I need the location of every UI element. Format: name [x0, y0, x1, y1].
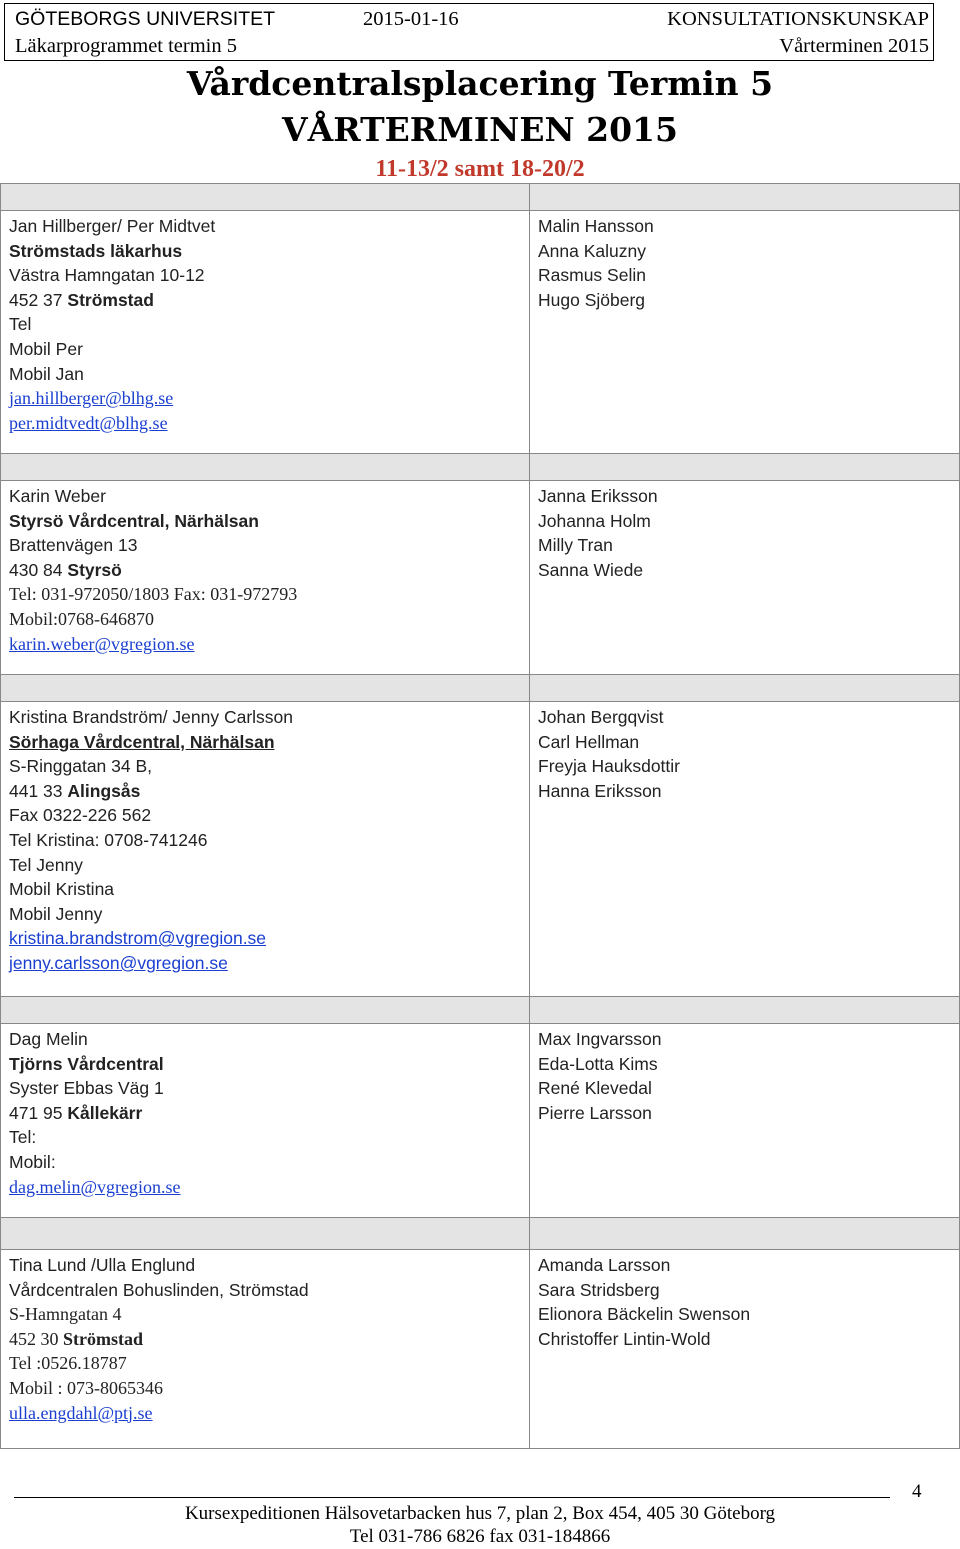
- student-name: Christoffer Lintin-Wold: [538, 1328, 711, 1349]
- student-name: Rasmus Selin: [538, 265, 646, 286]
- clinic-info-line: [9, 1027, 181, 1052]
- clinic-info-line: [9, 263, 215, 288]
- info-text: Mobil Per: [9, 338, 83, 359]
- clinic-cell: [0, 1023, 530, 1218]
- semester-name: Vårterminen 2015: [779, 35, 929, 57]
- clinic-info-line: [9, 533, 297, 558]
- city-name: Strömstad: [67, 289, 154, 310]
- student-name: Sanna Wiede: [538, 559, 644, 580]
- student-name: Max Ingvarsson: [538, 1029, 662, 1049]
- student-name: Carl Hellman: [538, 731, 640, 752]
- student-name: Amanda Larsson: [538, 1255, 671, 1275]
- student-list: [538, 1253, 750, 1351]
- info-text: Tel:: [9, 1127, 37, 1148]
- clinic-info-line: [9, 1125, 181, 1150]
- students-cell: [529, 210, 960, 455]
- clinic-header-band: [0, 1217, 530, 1250]
- clinic-info-line: [9, 779, 293, 804]
- clinic-info-line: [9, 558, 297, 583]
- info-text: Mobil Kristina: [9, 879, 115, 900]
- email-link[interactable]: [9, 386, 215, 411]
- email-address[interactable]: kristina.brandstrom@vgregion.se: [9, 928, 267, 949]
- clinic-info-line: [9, 362, 215, 387]
- header-date: 2015-01-16: [363, 8, 459, 30]
- info-text: Syster Ebbas Väg 1: [9, 1078, 164, 1099]
- city-name: Alingsås: [67, 780, 141, 801]
- clinic-info: [9, 1027, 181, 1199]
- clinic-header-band: [0, 674, 530, 702]
- info-text: Tel :0526.18787: [9, 1353, 127, 1374]
- city-name: Styrsö: [67, 559, 122, 580]
- info-text: Mobil : 073-8065346: [9, 1377, 164, 1398]
- postal-code: 452 37: [9, 289, 68, 310]
- page-number: 4: [912, 1481, 922, 1502]
- clinic-info-line: [9, 754, 293, 779]
- students-cell: [529, 1249, 960, 1449]
- email-link[interactable]: [9, 1175, 181, 1200]
- info-text: Vårdcentralen Bohuslinden, Strömstad: [9, 1279, 309, 1300]
- clinic-info-line: [9, 214, 215, 239]
- info-text: Tina Lund /Ulla Englund: [9, 1255, 196, 1275]
- student-name: Eda-Lotta Kims: [538, 1053, 658, 1074]
- clinic-info-line: [9, 337, 215, 362]
- clinic-info-line: [9, 1278, 309, 1303]
- clinic-info-line: [9, 828, 293, 853]
- clinic-info-line: [9, 1101, 181, 1126]
- clinic-header-band: [0, 183, 530, 211]
- city-name: Kållekärr: [67, 1102, 143, 1123]
- city-name: Strömstad: [63, 1328, 143, 1349]
- student-name: Sara Stridsberg: [538, 1279, 660, 1300]
- student-name: Milly Tran: [538, 535, 613, 556]
- placement-row: [0, 1217, 960, 1448]
- placement-row: [0, 674, 960, 996]
- clinic-info-line: [9, 1052, 181, 1077]
- course-name: KONSULTATIONSKUNSKAP: [667, 8, 929, 30]
- info-text: Kristina Brandström/ Jenny Carlsson: [9, 707, 293, 727]
- students-header-band: [529, 183, 960, 211]
- students-header-band: [529, 674, 960, 702]
- info-text: Tel Jenny: [9, 854, 83, 875]
- student-name: Elionora Bäckelin Swenson: [538, 1304, 751, 1325]
- university-name: GÖTEBORGS UNIVERSITET: [15, 8, 276, 30]
- students-cell: [529, 480, 960, 675]
- info-text: Tel: [9, 314, 32, 335]
- student-name: Freyja Hauksdottir: [538, 756, 680, 777]
- info-text: Västra Hamngatan 10-12: [9, 265, 205, 286]
- student-name: Malin Hansson: [538, 216, 654, 236]
- clinic-info-line: [9, 1076, 181, 1101]
- clinic-cell: [0, 701, 530, 997]
- info-text: Fax 0322-226 562: [9, 805, 152, 826]
- info-text: Styrsö Vårdcentral, Närhälsan: [9, 510, 259, 531]
- postal-code: 471 95: [9, 1102, 68, 1123]
- clinic-info: [9, 484, 297, 656]
- clinic-info-line: [9, 509, 297, 534]
- student-name: René Klevedal: [538, 1078, 652, 1099]
- student-name: Janna Eriksson: [538, 486, 658, 506]
- clinic-info-line: [9, 239, 215, 264]
- info-text: Mobil:0768-646870: [9, 608, 155, 629]
- student-list: [538, 484, 658, 582]
- info-text: S-Hamngatan 4: [9, 1304, 122, 1325]
- info-text: Mobil Jenny: [9, 903, 103, 924]
- info-text: Tel: 031-972050/1803 Fax: 031-972793: [9, 584, 298, 605]
- clinic-info-line: [9, 1253, 309, 1278]
- footer-address: Kursexpeditionen Hälsovetarbacken hus 7, plan 2, Box 454, 405 30 Göteborg: [184, 1503, 776, 1524]
- program-name: Läkarprogrammet termin 5: [15, 35, 237, 57]
- page-title: Vårdcentralsplacering Termin 5: [186, 64, 774, 103]
- clinic-info-line: [9, 484, 297, 509]
- email-address[interactable]: jenny.carlsson@vgregion.se: [9, 952, 228, 973]
- clinic-info-line: [9, 1351, 309, 1376]
- info-text: Sörhaga Vårdcentral, Närhälsan: [9, 731, 275, 752]
- student-list: [538, 214, 654, 312]
- email-address[interactable]: dag.melin@vgregion.se: [9, 1176, 181, 1197]
- clinic-cell: [0, 210, 530, 455]
- info-text: Mobil:: [9, 1151, 56, 1172]
- email-address[interactable]: per.midtvedt@blhg.se: [9, 412, 168, 433]
- placement-dates: 11-13/2 samt 18-20/2: [375, 156, 585, 182]
- clinic-info-line: [9, 730, 293, 755]
- info-text: Jan Hillberger/ Per Midtvet: [9, 216, 216, 236]
- students-header-band: [529, 1217, 960, 1250]
- info-text: Strömstads läkarhus: [9, 240, 183, 261]
- info-text: Karin Weber: [9, 486, 106, 506]
- footer-divider: [14, 1497, 890, 1498]
- clinic-info-line: [9, 902, 293, 927]
- info-text: Tjörns Vårdcentral: [9, 1053, 164, 1074]
- email-link[interactable]: [9, 951, 293, 976]
- student-name: Johanna Holm: [538, 510, 651, 531]
- placement-row: [0, 183, 960, 454]
- students-header-band: [529, 453, 960, 481]
- clinic-info: [9, 705, 293, 976]
- placement-row: [0, 453, 960, 674]
- info-text: Mobil Jan: [9, 363, 84, 384]
- info-text: Brattenvägen 13: [9, 535, 138, 556]
- clinic-cell: [0, 1249, 530, 1449]
- student-name: Johan Bergqvist: [538, 707, 664, 727]
- student-name: Pierre Larsson: [538, 1102, 652, 1123]
- student-name: Anna Kaluzny: [538, 240, 646, 261]
- student-list: [538, 705, 680, 803]
- students-header-band: [529, 996, 960, 1024]
- placement-table: [0, 183, 960, 1447]
- clinic-info: [9, 214, 215, 435]
- clinic-info-line: [9, 582, 297, 607]
- email-link[interactable]: [9, 632, 297, 657]
- student-name: Hanna Eriksson: [538, 780, 662, 801]
- clinic-info-line: [9, 312, 215, 337]
- clinic-info-line: [9, 803, 293, 828]
- student-name: Hugo Sjöberg: [538, 289, 646, 310]
- clinic-info-line: [9, 288, 215, 313]
- student-list: [538, 1027, 662, 1125]
- clinic-info-line: [9, 1150, 181, 1175]
- clinic-header-band: [0, 996, 530, 1024]
- email-address[interactable]: ulla.engdahl@ptj.se: [9, 1402, 153, 1423]
- footer-phone: Tel 031-786 6826 fax 031-184866: [349, 1526, 611, 1547]
- page-header: [4, 3, 934, 61]
- clinic-info-line: [9, 877, 293, 902]
- info-text: Tel Kristina: 0708-741246: [9, 829, 208, 850]
- postal-code: 452 30: [9, 1328, 63, 1349]
- clinic-header-band: [0, 453, 530, 481]
- clinic-info-line: [9, 607, 297, 632]
- email-link[interactable]: [9, 1401, 309, 1426]
- postal-code: 430 84: [9, 559, 68, 580]
- page-subtitle: VÅRTERMINEN 2015: [282, 110, 678, 149]
- clinic-info-line: [9, 1376, 309, 1401]
- clinic-info-line: [9, 705, 293, 730]
- clinic-info-line: [9, 1302, 309, 1327]
- clinic-cell: [0, 480, 530, 675]
- email-link[interactable]: [9, 411, 215, 436]
- clinic-info: [9, 1253, 309, 1425]
- students-cell: [529, 701, 960, 997]
- info-text: Dag Melin: [9, 1029, 88, 1049]
- email-link[interactable]: [9, 926, 293, 951]
- clinic-info-line: [9, 853, 293, 878]
- email-address[interactable]: jan.hillberger@blhg.se: [9, 388, 174, 409]
- info-text: S-Ringgatan 34 B,: [9, 756, 153, 777]
- placement-row: [0, 996, 960, 1217]
- clinic-info-line: [9, 1327, 309, 1352]
- students-cell: [529, 1023, 960, 1218]
- email-address[interactable]: karin.weber@vgregion.se: [9, 633, 195, 654]
- postal-code: 441 33: [9, 780, 68, 801]
